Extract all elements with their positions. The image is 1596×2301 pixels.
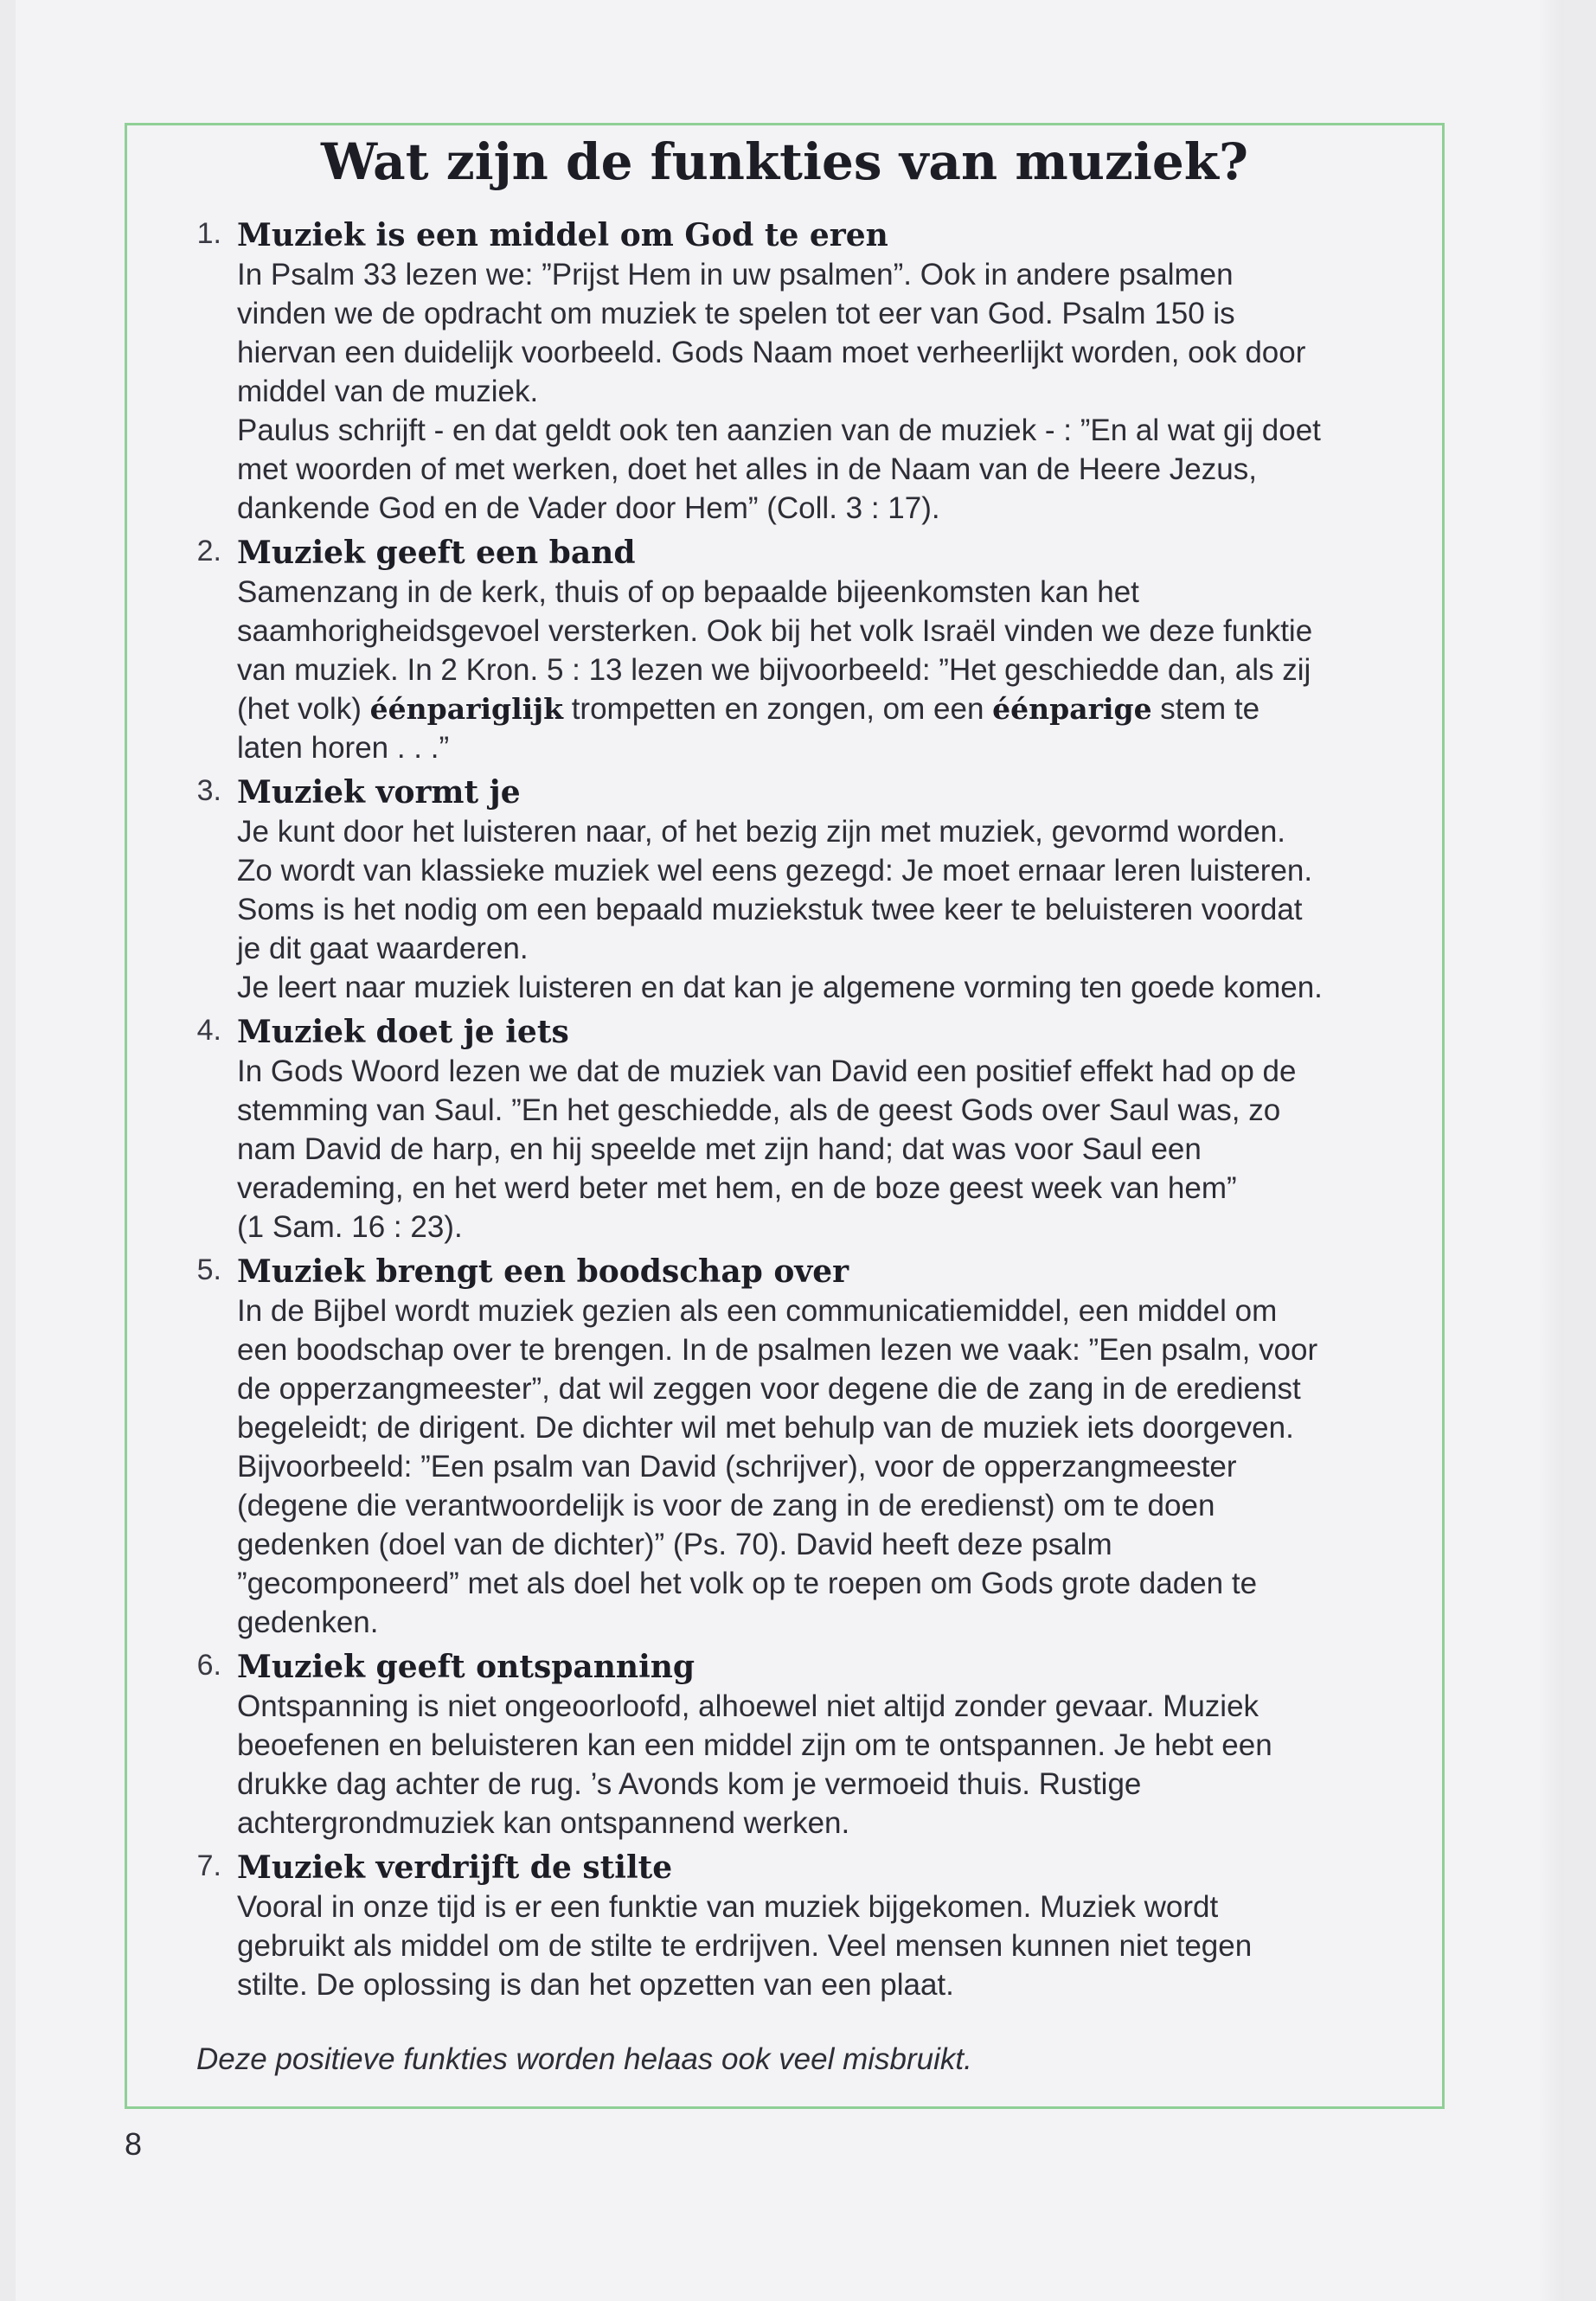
item-number: 2. [196,535,221,567]
body-line: laten horen . . .” [237,731,450,765]
body-line: Soms is het nodig om een bepaald muziekstuk twee keer te beluisteren voordat [237,893,1303,926]
item-number: 5. [196,1253,221,1286]
item-number: 7. [196,1849,221,1882]
functions-list [127,215,1442,2009]
item-heading: Muziek verdrijft de stilte [237,1849,673,1886]
body-line: gebruikt als middel om de stilte te erdrijven. Veel mensen kunnen niet tegen [237,1929,1253,1963]
body-line: Samenzang in de kerk, thuis of op bepaalde bijeenkomsten kan het [237,575,1139,609]
body-line: begeleidt; de dirigent. De dichter wil met behulp van de muziek iets doorgeven. [237,1411,1294,1445]
body-line: beoefenen en beluisteren kan een middel zijn om te ontspannen. Je hebt een [237,1728,1272,1762]
body-line: middel van de muziek. [237,375,539,408]
list-item-6 [196,1647,1416,1843]
list-item-3 [196,772,1416,1007]
page-title: Wat zijn de funkties van muziek? [321,132,1248,191]
body-line: nam David de harp, en hij speelde met zijn hand; dat was voor Saul een [237,1132,1202,1166]
body-line: de opperzangmeester”, dat wil zeggen voor degene die de zang in de eredienst [237,1372,1301,1406]
body-line: Vooral in onze tijd is er een funktie van muziek bijgekomen. Muziek wordt [237,1890,1219,1924]
body-text: (het volk) [237,692,370,726]
body-line: drukke dag achter de rug. ’s Avonds kom je vermoeid thuis. Rustige [237,1767,1142,1801]
body-line: dankende God en de Vader door Hem” (Coll. 3 : 17). [237,491,940,525]
body-line: gedenken. [237,1606,379,1639]
body-line: met woorden of met werken, doet het alles in de Naam van de Heere Jezus, [237,452,1257,486]
item-body [237,1888,1416,2004]
body-line: verademing, en het werd beter met hem, en de boze geest week van hem” [237,1171,1237,1205]
item-heading: Muziek is een middel om God te eren [237,217,888,253]
list-item-1 [196,215,1416,528]
body-line: In de Bijbel wordt muziek gezien als een communicatiemiddel, een middel om [237,1294,1278,1328]
body-line: hiervan een duidelijk voorbeeld. Gods Naam moet verheerlijkt worden, ook door [237,336,1306,369]
body-text: stem te [1151,692,1260,726]
item-heading: Muziek brengt een boodschap over [237,1253,849,1290]
item-body [237,1687,1416,1843]
item-heading: Muziek geeft ontspanning [237,1649,695,1685]
item-body [237,1052,1416,1247]
body-line [237,689,1416,728]
body-line: In Gods Woord lezen we dat de muziek van David een positief effekt had op de [237,1054,1297,1088]
list-item-4 [196,1012,1416,1247]
item-heading: Muziek doet je iets [237,1014,569,1050]
body-line: gedenken (doel van de dichter)” (Ps. 70). David heeft deze psalm [237,1528,1112,1561]
body-line: vinden we de opdracht om muziek te spelen tot eer van God. Psalm 150 is [237,297,1235,330]
list-item-7 [196,1848,1416,2004]
body-line: Bijvoorbeeld: ”Een psalm van David (schrijver), voor de opperzangmeester [237,1450,1237,1484]
item-body [237,255,1416,528]
page [16,0,1564,2301]
item-body [237,812,1416,1007]
body-line: Zo wordt van klassieke muziek wel eens gezegd: Je moet ernaar leren luisteren. [237,854,1313,888]
item-body [237,573,1416,767]
closing-remark: Deze positieve funkties worden helaas ook veel misbruikt. [196,2042,972,2076]
item-number: 1. [196,217,221,250]
body-line: In Psalm 33 lezen we: ”Prijst Hem in uw psalmen”. Ook in andere psalmen [237,258,1234,292]
body-line: (degene die verantwoordelijk is voor de zang in de eredienst) om te doen [237,1489,1215,1522]
body-line: Je kunt door het luisteren naar, of het bezig zijn met muziek, gevormd worden. [237,815,1286,849]
list-item-5 [196,1252,1416,1642]
item-number: 4. [196,1014,221,1047]
content-box [125,123,1445,2109]
body-line: achtergrondmuziek kan ontspannend werken. [237,1806,850,1840]
body-line: saamhorigheidsgevoel versterken. Ook bij het volk Israël vinden we deze funktie [237,614,1313,648]
body-line: ”gecomponeerd” met als doel het volk op te roepen om Gods grote daden te [237,1567,1258,1600]
item-heading: Muziek geeft een band [237,535,636,571]
page-number: 8 [125,2126,143,2162]
body-line: Ontspanning is niet ongeoorloofd, alhoewel niet altijd zonder gevaar. Muziek [237,1689,1259,1723]
item-body [237,1292,1416,1642]
body-line: Je leert naar muziek luisteren en dat kan je algemene vorming ten goede komen. [237,971,1323,1004]
body-line: (1 Sam. 16 : 23). [237,1210,463,1244]
emphasis-word: éénpariglijk [369,692,563,726]
list-item-2 [196,533,1416,767]
body-line: een boodschap over te brengen. In de psalmen lezen we vaak: ”Een psalm, voor [237,1333,1318,1367]
body-line: stilte. De oplossing is dan het opzetten van een plaat. [237,1968,954,2002]
item-number: 6. [196,1649,221,1682]
body-line: stemming van Saul. ”En het geschiedde, als de geest Gods over Saul was, zo [237,1093,1281,1127]
body-line: je dit gaat waarderen. [237,932,529,965]
emphasis-word: éénparige [992,692,1152,726]
body-line: Paulus schrijft - en dat geldt ook ten aanzien van de muziek - : ”En al wat gij doet [237,413,1321,447]
item-heading: Muziek vormt je [237,774,521,811]
body-line: van muziek. In 2 Kron. 5 : 13 lezen we bijvoorbeeld: ”Het geschiedde dan, als zij [237,653,1311,687]
item-number: 3. [196,774,221,807]
body-text: trompetten en zongen, om een [562,692,993,726]
